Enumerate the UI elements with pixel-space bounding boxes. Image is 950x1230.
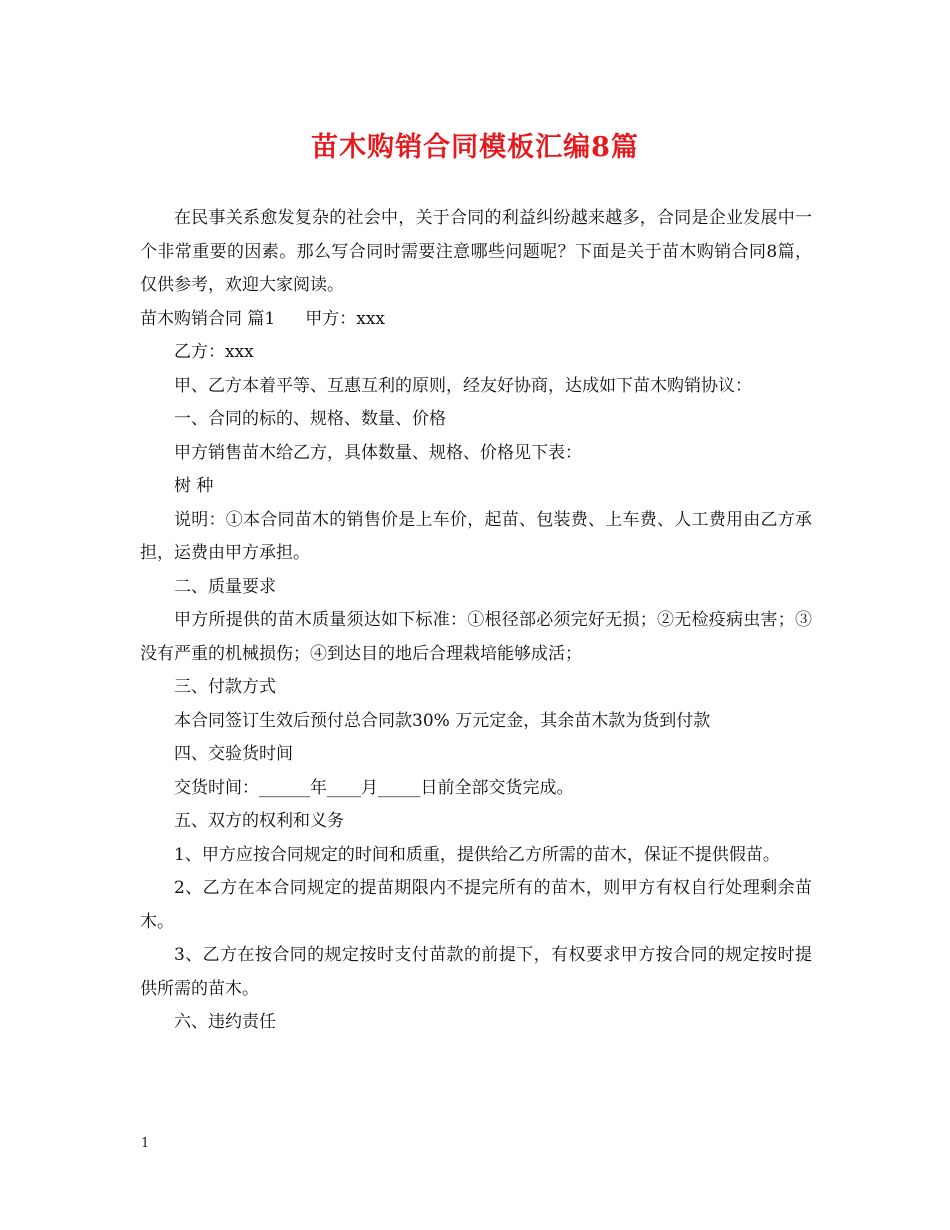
clause-2-title: 二、质量要求 — [174, 576, 276, 597]
table-header: 树 种 — [174, 476, 214, 496]
intro-paragraph: 在民事关系愈发复杂的社会中，关于合同的利益纠纷越来越多，合同是企业发展中一个非常重要的因素。那么写合同时需要注意哪些问题呢？下面是关于苗木购销合同8篇，仅供参考，欢迎大家阅读。 — [140, 208, 812, 295]
clause-4-text: 交货时间：______年____月_____日前全部交货完成。 — [174, 777, 574, 798]
clause-3-title: 三、付款方式 — [174, 677, 276, 697]
clause-5-item-3: 3、乙方在按合同的规定按时支付苗款的前提下，有权要求甲方按合同的规定按时提供所需的苗木。 — [140, 945, 812, 999]
clause-5-title: 五、双方的权利和义务 — [174, 811, 344, 831]
party-b: 乙方：xxx — [174, 342, 254, 362]
clause-1-text: 甲方销售苗木给乙方，具体数量、规格、价格见下表： — [174, 442, 582, 463]
section-heading-row — [140, 303, 812, 337]
party-a: 甲方：xxx — [305, 308, 385, 329]
clause-5-item-1: 1、甲方应按合同规定的时间和质重，提供给乙方所需的苗木，保证不提供假苗。 — [174, 844, 780, 865]
preamble-paragraph: 甲、乙方本着平等、互惠互利的原则，经友好协商，达成如下苗木购销协议： — [174, 375, 752, 396]
document-title: 苗木购销合同模板汇编8篇 — [311, 132, 639, 163]
clause-5-item-2: 2、乙方在本合同规定的提苗期限内不提完所有的苗木，则甲方有权自行处理剩余苗木。 — [140, 878, 812, 932]
clause-1-title: 一、合同的标的、规格、数量、价格 — [174, 409, 446, 429]
section-heading: 苗木购销合同 篇1 — [140, 308, 276, 329]
page-number: 1 — [141, 1136, 150, 1151]
clause-3-text: 本合同签订生效后预付总合同款30% 万元定金，其余苗木款为货到付款 — [174, 710, 711, 731]
document-body — [140, 202, 812, 1040]
clause-4-title: 四、交验货时间 — [174, 744, 293, 764]
clause-6-title: 六、违约责任 — [174, 1012, 276, 1032]
note-paragraph: 说明：①本合同苗木的销售价是上车价，起苗、包装费、上车费、人工费用由乙方承担，运费由甲方承担。 — [140, 509, 812, 563]
clause-2-text: 甲方所提供的苗木质量须达如下标准：①根径部必须完好无损；②无检疫病虫害；③没有严重的机械损伤；④到达目的地后合理栽培能够成活； — [140, 610, 812, 664]
